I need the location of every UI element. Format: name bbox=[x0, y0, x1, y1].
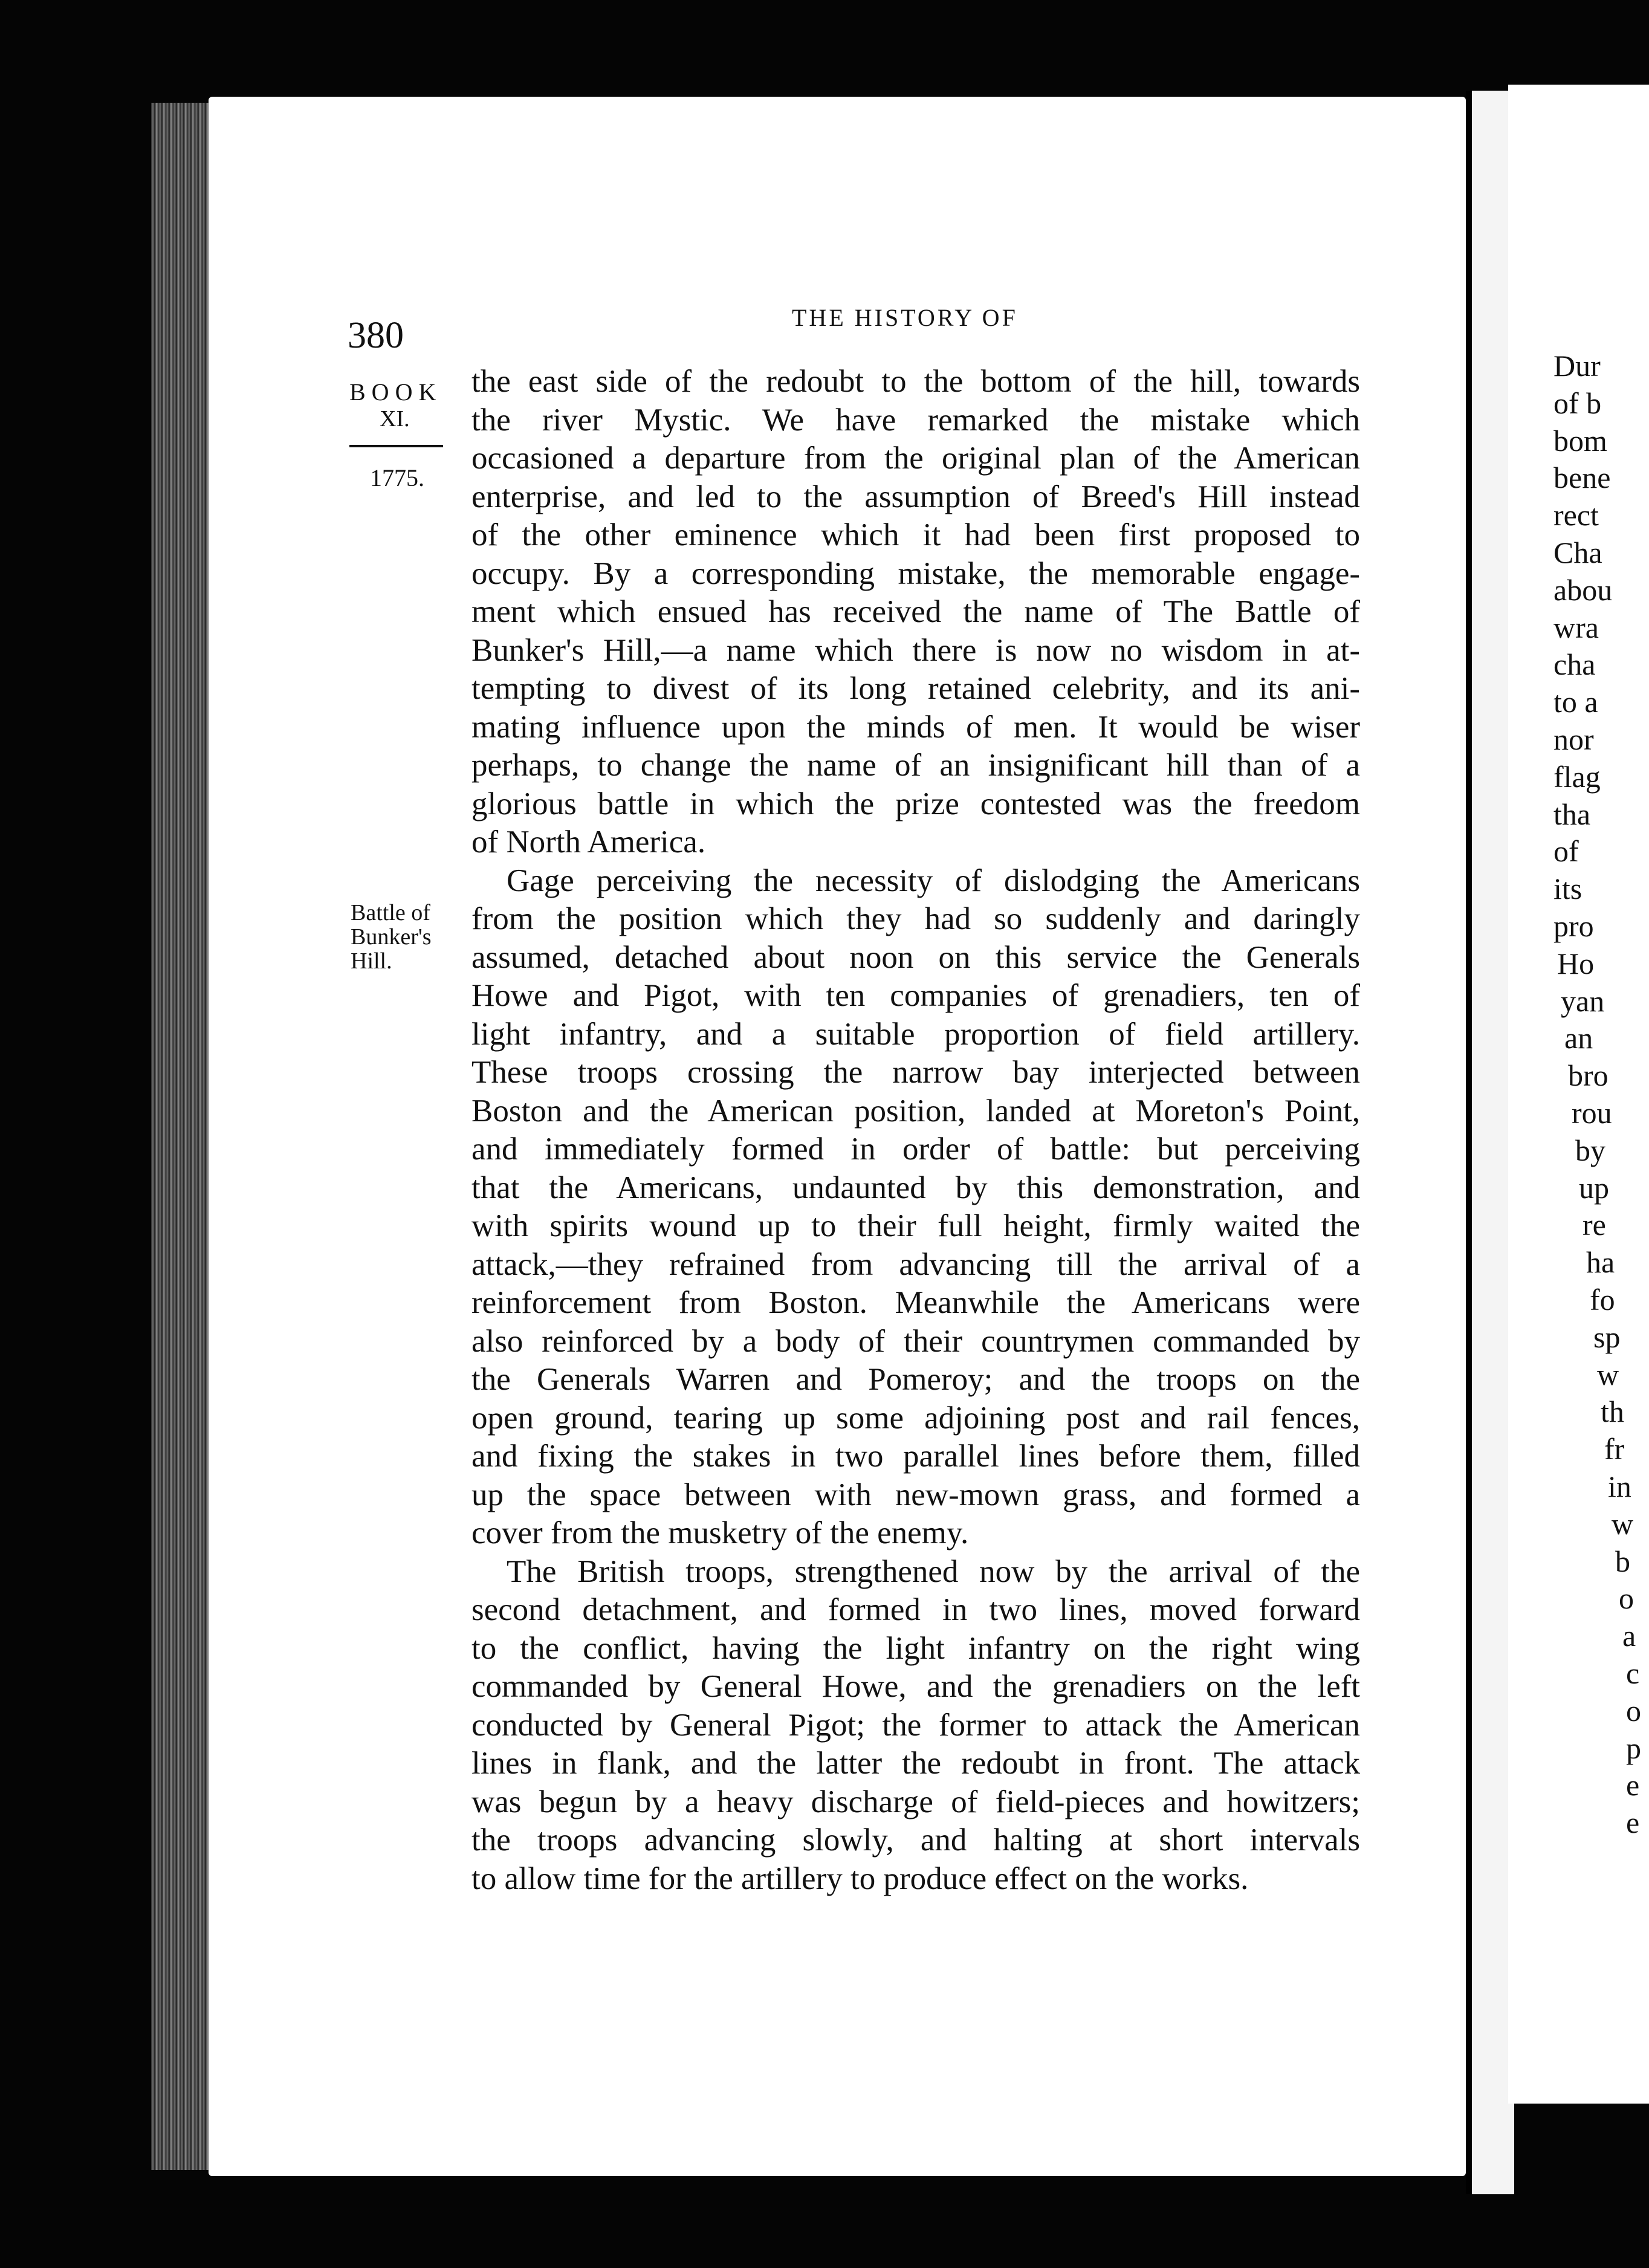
facing-page-line: Ho bbox=[1557, 946, 1595, 980]
facing-page-line: cha bbox=[1553, 647, 1596, 682]
text-line: from the position which they had so suddenly and daringly bbox=[471, 901, 1360, 936]
text-line: open ground, tearing up some adjoining post and rail fences, bbox=[471, 1400, 1360, 1436]
facing-page-line: Cha bbox=[1553, 536, 1602, 569]
text-line: that the Americans, undaunted by this demonstration, and bbox=[471, 1170, 1360, 1205]
text-line: enterprise, and led to the assumption of Breed's Hill instead bbox=[471, 479, 1360, 514]
text-line: attack,—they refrained from advancing till the arrival of a bbox=[471, 1246, 1360, 1282]
facing-page-line: rou bbox=[1572, 1096, 1612, 1130]
facing-page-line: ha bbox=[1586, 1245, 1615, 1280]
facing-page-line: o bbox=[1619, 1581, 1634, 1616]
year-note: 1775. bbox=[370, 464, 424, 491]
text-line: cover from the musketry of the enemy. bbox=[471, 1515, 969, 1550]
text-line: occasioned a departure from the original plan of the American bbox=[471, 441, 1360, 476]
text-line: light infantry, and a suitable proportion of field artillery. bbox=[471, 1016, 1360, 1052]
text-line: Bunker's Hill,—a name which there is now no wisdom in at- bbox=[471, 632, 1360, 668]
facing-page-line: abou bbox=[1553, 572, 1613, 607]
facing-page-line: bro bbox=[1568, 1058, 1609, 1093]
text-line: The British troops, strengthened now by the arrival of the bbox=[507, 1554, 1360, 1589]
text-line: lines in flank, and the latter the redoubt in front. The attack bbox=[471, 1746, 1360, 1781]
sidenote-line: Battle of bbox=[351, 900, 430, 925]
running-head: THE HISTORY OF bbox=[792, 304, 1018, 331]
facing-page-line: fo bbox=[1590, 1283, 1615, 1317]
facing-page-line: Dur bbox=[1553, 349, 1601, 383]
facing-page-line: sp bbox=[1593, 1320, 1621, 1354]
text-line: with spirits wound up to their full height, firmly waited the bbox=[471, 1208, 1360, 1243]
text-line: of the other eminence which it had been first proposed to bbox=[471, 517, 1360, 552]
text-line: conducted by General Pigot; the former to attack the American bbox=[471, 1707, 1360, 1743]
facing-page-line: of b bbox=[1553, 386, 1602, 420]
page-number: 380 bbox=[348, 315, 404, 356]
facing-page-line: bom bbox=[1553, 423, 1607, 458]
text-line: was begun by a heavy discharge of field-pieces and howitzers; bbox=[471, 1784, 1360, 1819]
text-line: assumed, detached about noon on this service the Generals bbox=[471, 939, 1360, 975]
text-line: Gage perceiving the necessity of dislodging the Americans bbox=[507, 863, 1360, 898]
book-number: XI. bbox=[380, 406, 410, 432]
facing-page-line: e bbox=[1626, 1768, 1640, 1803]
facing-page-line: re bbox=[1583, 1208, 1606, 1242]
text-line: ment which ensued has received the name of The Battle of bbox=[471, 594, 1360, 629]
facing-page-line: wra bbox=[1553, 610, 1599, 644]
facing-page-fragment bbox=[1508, 85, 1649, 2104]
text-line: also reinforced by a body of their countrymen commanded by bbox=[471, 1323, 1360, 1359]
facing-page-line: by bbox=[1575, 1133, 1605, 1167]
facing-page-line: flag bbox=[1553, 759, 1601, 794]
facing-page-line: c bbox=[1626, 1656, 1640, 1690]
facing-page-line: up bbox=[1579, 1170, 1609, 1205]
text-line: occupy. By a corresponding mistake, the memorable engage- bbox=[471, 556, 1360, 591]
text-line: tempting to divest of its long retained celebrity, and its ani- bbox=[471, 671, 1360, 706]
facing-page-line: an bbox=[1564, 1021, 1593, 1055]
facing-page-line: th bbox=[1601, 1395, 1624, 1429]
text-line: up the space between with new-mown grass, and formed a bbox=[471, 1477, 1360, 1512]
page-gutter bbox=[1466, 91, 1514, 2194]
facing-page-line: a bbox=[1622, 1619, 1636, 1653]
text-line: and fixing the stakes in two parallel lines before them, filled bbox=[471, 1439, 1360, 1474]
facing-page-line: tha bbox=[1553, 797, 1591, 831]
sidenote-battle bbox=[351, 901, 432, 973]
facing-page-line: its bbox=[1553, 872, 1583, 906]
facing-page-line: b bbox=[1615, 1544, 1630, 1578]
facing-page-line: pro bbox=[1553, 909, 1594, 943]
text-line: to allow time for the artillery to produce effect on the works. bbox=[471, 1861, 1249, 1896]
text-line: Boston and the American position, landed at Moreton's Point, bbox=[471, 1093, 1360, 1129]
text-line: perhaps, to change the name of an insignificant hill than of a bbox=[471, 748, 1360, 783]
text-line: These troops crossing the narrow bay interjected between bbox=[471, 1055, 1360, 1090]
facing-page-line: of bbox=[1553, 834, 1579, 869]
text-line: second detachment, and formed in two lines, moved forward bbox=[471, 1592, 1360, 1627]
book-spine bbox=[151, 103, 218, 2170]
text-line: the troops advancing slowly, and halting at short intervals bbox=[471, 1822, 1360, 1858]
sidenote-line: Bunker's bbox=[351, 924, 432, 950]
text-line: mating influence upon the minds of men. It would be wiser bbox=[471, 709, 1360, 745]
facing-page-line: nor bbox=[1553, 722, 1594, 756]
text-line: the river Mystic. We have remarked the mistake which bbox=[471, 402, 1360, 438]
book-label: BOOK bbox=[349, 378, 442, 406]
text-line: reinforcement from Boston. Meanwhile the Americans were bbox=[471, 1285, 1360, 1320]
facing-page-line: fr bbox=[1604, 1432, 1625, 1466]
text-line: the Generals Warren and Pomeroy; and the troops on the bbox=[471, 1362, 1360, 1397]
facing-page-line: o bbox=[1626, 1693, 1641, 1728]
facing-page-line: w bbox=[1597, 1357, 1619, 1392]
facing-page-line: p bbox=[1626, 1731, 1641, 1765]
text-line: Howe and Pigot, with ten companies of grenadiers, ten of bbox=[471, 978, 1360, 1013]
text-line: the east side of the redoubt to the bottom of the hill, towards bbox=[471, 364, 1360, 399]
text-line: commanded by General Howe, and the grenadiers on the left bbox=[471, 1669, 1360, 1704]
margin-rule bbox=[349, 445, 443, 447]
facing-page-line: rect bbox=[1553, 498, 1599, 533]
body-text bbox=[471, 363, 1360, 1898]
sidenote-line: Hill. bbox=[351, 948, 392, 974]
facing-page-line: e bbox=[1626, 1806, 1640, 1840]
facing-page-line: w bbox=[1612, 1506, 1634, 1541]
facing-page-line: yan bbox=[1561, 983, 1605, 1018]
text-line: and immediately formed in order of battle: but perceiving bbox=[471, 1132, 1360, 1167]
text-line: of North America. bbox=[471, 825, 706, 860]
facing-page-line: in bbox=[1608, 1469, 1631, 1503]
text-line: to the conflict, having the light infantry on the right wing bbox=[471, 1630, 1360, 1666]
text-line: glorious battle in which the prize contested was the freedom bbox=[471, 786, 1360, 821]
facing-page-line: bene bbox=[1553, 461, 1611, 495]
facing-page-line: to a bbox=[1553, 685, 1598, 719]
